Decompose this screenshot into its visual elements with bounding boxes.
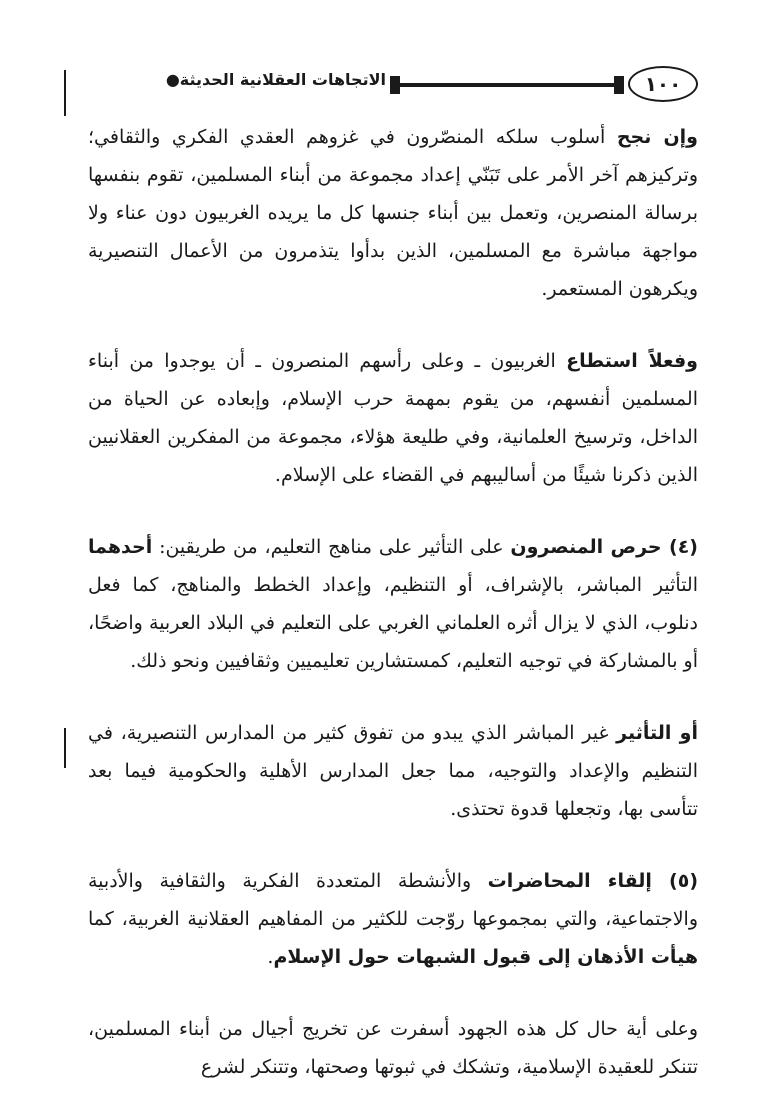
paragraph-text: غير المباشر الذي يبدو من تفوق كثير من المدارس التنصيرية، في التنظيم والإعداد والتوجيه، مما جعل المدارس الأهلية والحكومية فيما بعد تتأسى بها، وتجعلها قدوة تحتذى. bbox=[88, 722, 698, 820]
paragraph bbox=[88, 1010, 698, 1086]
paragraph-lead: وإن نجح bbox=[616, 126, 698, 148]
paragraph-text: أسلوب سلكه المنصّرون في غزوهم العقدي الفكري والثقافي؛ وتركيزهم آخر الأمر على تَبَنّي إعداد مجموعة من أبناء المسلمين، تقوم بنفسها برسالة المنصرين، وتعمل بين أبناء جنسها كل ما يريده الغربيون دون عناء ولا مواجهة مباشرة مع المسلمين، الذين بدأوا يتذمرون من الأعمال التنصيرية ويكرهون المستعمر. bbox=[88, 126, 698, 300]
paragraph-text: والأنشطة المتعددة الفكرية والثقافية والأدبية والاجتماعية، والتي بمجموعها روّجت للكثير من المفاهيم العقلانية الغربية، كما bbox=[88, 870, 698, 930]
paragraph-text: . bbox=[267, 946, 274, 968]
header-rule bbox=[400, 83, 614, 87]
margin-rule bbox=[64, 728, 66, 768]
paragraph-lead: أو التأثير bbox=[616, 722, 699, 744]
paragraph-text: الغربيون ـ وعلى رأسهم المنصرون ـ أن يوجدوا من أبناء المسلمين أنفسهم، من يقوم بمهمة حرب الإسلام، وإبعاده عن الحياة من الداخل، وترسيخ العلمانية، وفي طليعة هؤلاء، مجموعة من المفكرين العقلانيين الذين ذكرنا شيئًا من أساليبهم في القضاء على الإسلام. bbox=[88, 350, 698, 486]
paragraph-lead-secondary: هيأت الأذهان إلى قبول الشبهات حول الإسلام bbox=[273, 946, 698, 968]
paragraph bbox=[88, 342, 698, 494]
paragraph-lead-secondary: أحدهما bbox=[88, 536, 153, 558]
header-ornament-block bbox=[614, 76, 624, 94]
paragraph-lead: وفعلاً استطاع bbox=[566, 350, 698, 372]
running-title: الاتجاهات العقلانية الحديثة● bbox=[165, 70, 386, 89]
page-number: ١٠٠ bbox=[628, 66, 698, 102]
paragraph bbox=[88, 862, 698, 976]
paragraph bbox=[88, 118, 698, 308]
paragraph-text: وعلى أية حال كل هذه الجهود أسفرت عن تخريج أجيال من أبناء المسلمين، تتنكر للعقيدة الإسلامية، وتشكك في ثبوتها وصحتها، وتتنكر لشرع bbox=[88, 1018, 698, 1078]
paragraph bbox=[88, 528, 698, 680]
header-ornament-block bbox=[390, 76, 400, 94]
margin-rule bbox=[64, 70, 66, 116]
paragraph-text: التأثير المباشر، بالإشراف، أو التنظيم، وإعداد الخطط والمناهج، كما فعل دنلوب، الذي لا يزال أثره العلماني الغربي على التعليم في البلاد العربية واضحًا، أو بالمشاركة في توجيه التعليم، كمستشارين تعليميين وثقافيين ونحو ذلك. bbox=[88, 574, 698, 672]
body-text bbox=[88, 118, 698, 1120]
paragraph-text: على التأثير على مناهج التعليم، من طريقين: bbox=[152, 536, 511, 558]
paragraph-lead: (٤) حرص المنصرون bbox=[510, 536, 698, 558]
paragraph bbox=[88, 714, 698, 828]
paragraph-lead: (٥) إلقاء المحاضرات bbox=[487, 870, 698, 892]
running-header bbox=[78, 64, 698, 108]
